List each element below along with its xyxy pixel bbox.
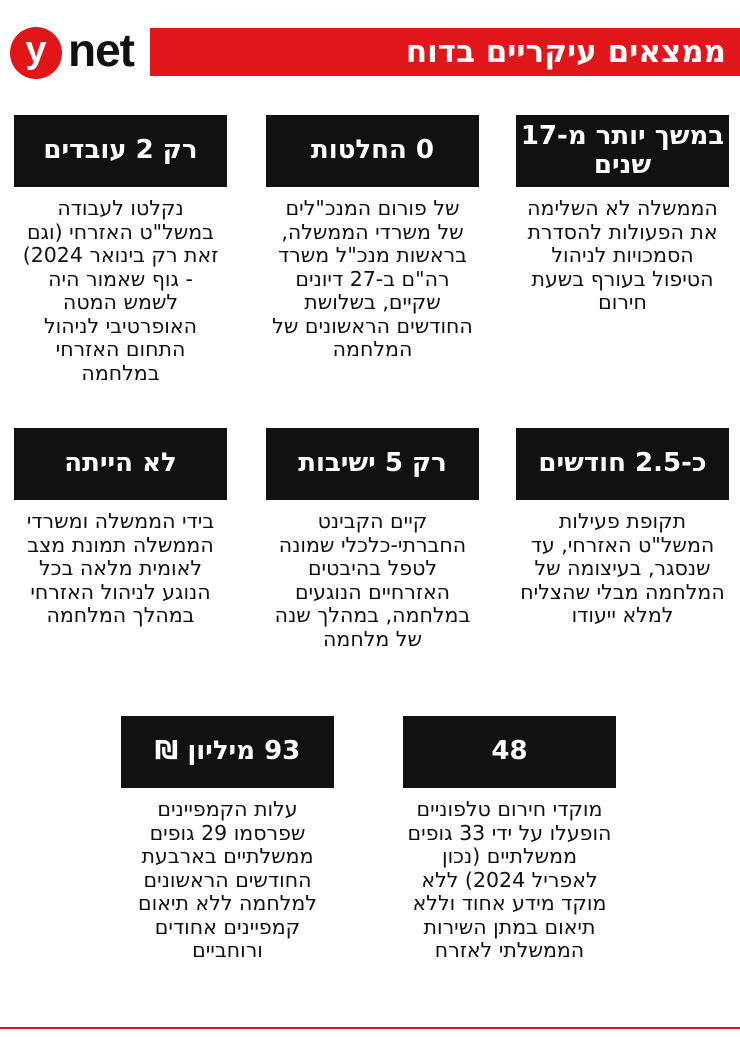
finding-card-2 (266, 115, 479, 362)
finding-description: הממשלה לא השלימה את הפעולות להסדרת הסמכויות לניהול הטיפול בעורף בשעת חירום (527, 196, 718, 315)
finding-description: עלות הקמפיינים שפרסמו 29 גופים ממשלתיים בארבעת החודשים הראשונים למלחמה ללא תיאום קמפיינים אחודים ורוחביים (138, 797, 317, 963)
finding-card-8 (121, 716, 334, 963)
finding-card-3 (14, 115, 227, 386)
header-bar (150, 28, 740, 76)
finding-card-7 (403, 716, 616, 963)
ynet-logo-circle (10, 27, 62, 79)
finding-headline: 48 (403, 716, 616, 788)
finding-description: מוקדי חירום טלפוניים הופעלו על ידי 33 גופים ממשלתיים (נכון לאפריל 2024) ללא מוקד מידע אחוד וללא תיאום במתן השירות הממשלתי לאזרח (407, 797, 612, 963)
finding-card-6 (14, 428, 227, 628)
ynet-logo-word: net (68, 24, 134, 76)
finding-headline: רק 5 ישיבות (266, 428, 479, 500)
finding-headline: 93 מיליון ₪ (121, 716, 334, 788)
finding-description: של פורום המנכ"לים של משרדי הממשלה, בראשות מנכ"ל משרד רה"ם ב-27 דיונים שקיים, בשלושת החודשים הראשונים של המלחמה (272, 196, 473, 362)
page-title: ממצאים עיקריים בדוח (405, 34, 726, 70)
finding-card-5 (266, 428, 479, 651)
finding-headline: רק 2 עובדים (14, 115, 227, 187)
finding-card-1 (516, 115, 729, 315)
finding-headline: 0 החלטות (266, 115, 479, 187)
finding-description: בידי הממשלה ומשרדי הממשלה תמונת מצב לאומית מלאה בכל הנוגע לניהול האזרחי במהלך המלחמה (26, 509, 215, 628)
finding-description: קיים הקבינט החברתי-כלכלי שמונה לטפל בהיבטים האזרחיים הנוגעים במלחמה, במהלך שנה של מלחמה (274, 509, 471, 651)
finding-headline: במשך יותר מ-17 שנים (516, 115, 729, 187)
finding-card-4 (516, 428, 729, 628)
finding-description: תקופת פעילות המשל"ט האזרחי, עד שנסגר, בעיצומה של המלחמה מבלי שהצליח למלא ייעודו (520, 509, 725, 628)
finding-headline: כ-2.5 חודשים (516, 428, 729, 500)
ynet-logo-letter: y (25, 29, 47, 71)
finding-headline: לא הייתה (14, 428, 227, 500)
bottom-divider (0, 1027, 740, 1029)
finding-description: נקלטו לעבודה במשל"ט האזרחי (וגם זאת רק בינואר 2024) - גוף שאמור היה לשמש המטה האופרטיבי לניהול התחום האזרחי במלחמה (22, 196, 219, 385)
